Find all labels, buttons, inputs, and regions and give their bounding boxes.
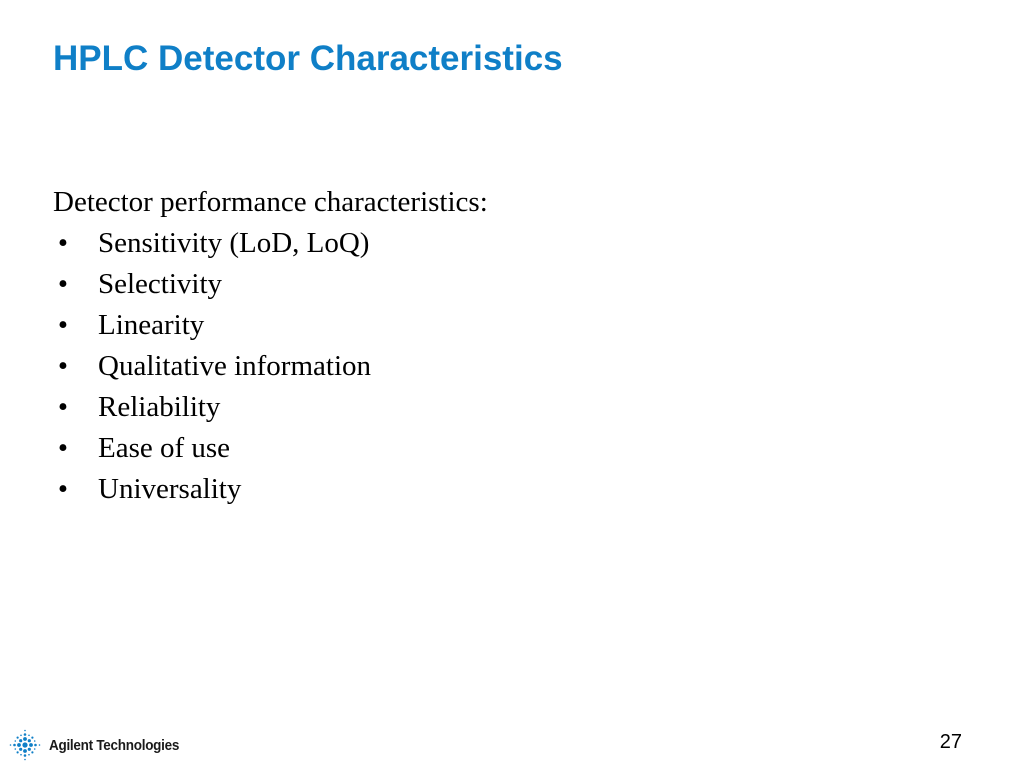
- bullet-item: [53, 264, 488, 305]
- agilent-spark-icon: [8, 728, 42, 762]
- page-number: 27: [939, 731, 962, 753]
- logo-text: Agilent Technologies: [49, 736, 180, 754]
- bullet-text: Universality: [98, 473, 242, 505]
- intro-text: Detector performance characteristics:: [53, 186, 488, 218]
- bullet-list: [53, 223, 488, 510]
- bullet-text: Qualitative information: [98, 350, 372, 382]
- bullet-text: Linearity: [98, 309, 205, 341]
- bullet-item: [53, 346, 488, 387]
- bullet-icon: •: [57, 268, 69, 300]
- bullet-icon: •: [57, 350, 69, 382]
- bullet-text: Ease of use: [98, 432, 231, 464]
- bullet-item: [53, 223, 488, 264]
- bullet-icon: •: [57, 309, 69, 341]
- agilent-logo: [8, 724, 194, 766]
- slide-title: HPLC Detector Characteristics: [53, 39, 563, 78]
- bullet-icon: •: [57, 391, 69, 423]
- bullet-item: [53, 428, 488, 469]
- bullet-text: Sensitivity (LoD, LoQ): [98, 227, 370, 259]
- bullet-icon: •: [57, 473, 69, 505]
- bullet-text: Reliability: [98, 391, 221, 423]
- bullet-item: [53, 469, 488, 510]
- bullet-icon: •: [57, 432, 69, 464]
- bullet-item: [53, 387, 488, 428]
- slide-body: [53, 182, 488, 510]
- bullet-icon: •: [57, 227, 69, 259]
- bullet-item: [53, 305, 488, 346]
- bullet-text: Selectivity: [98, 268, 223, 300]
